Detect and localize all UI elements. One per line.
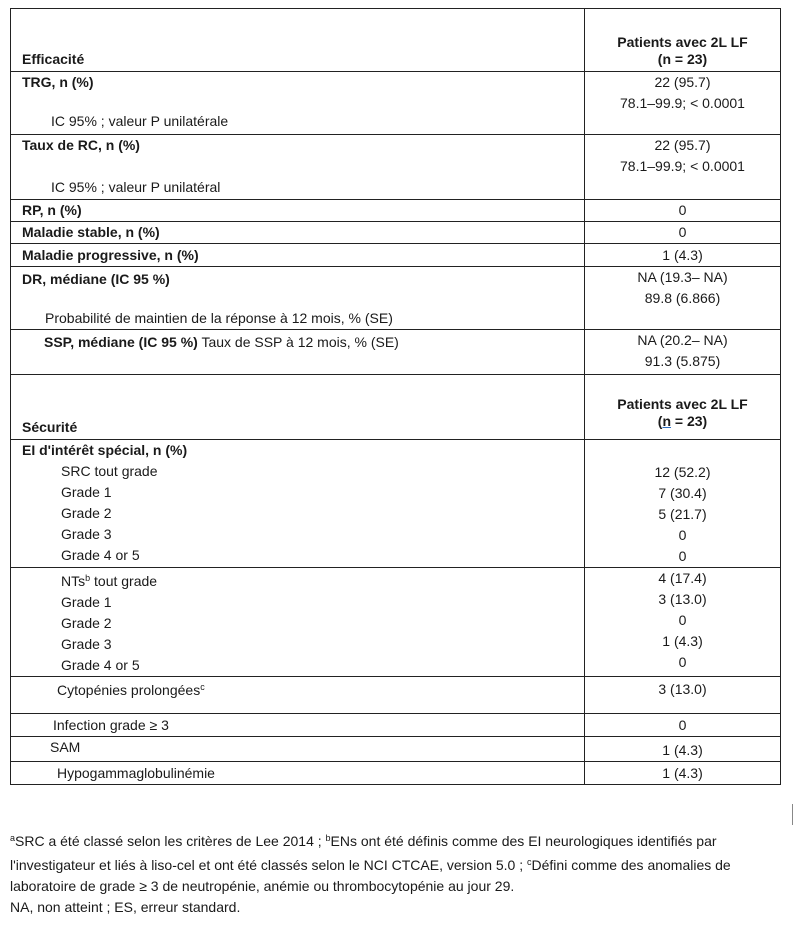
nt-head-label: NTs (61, 573, 86, 589)
nt-head-sup: b (85, 573, 91, 583)
nt-head-rest: tout grade (90, 573, 158, 589)
table-row-progressive (11, 244, 781, 267)
table-row-infection (11, 714, 781, 737)
ei-item-value: 5 (21.7) (658, 506, 707, 522)
row-label-stable: Maladie stable, n (%) (22, 224, 160, 240)
efficacy-column-header-line2: (n = 23) (657, 51, 708, 67)
efficacy-column-header (585, 9, 781, 72)
efficacy-header-cell (11, 9, 585, 72)
footnote-abbreviations: NA, non atteint ; ES, erreur standard. (10, 899, 241, 915)
safety-col-n: n (662, 413, 672, 429)
value-trg-ci: 78.1–99.9; < 0.0001 (620, 95, 745, 111)
table-row-ssp (11, 330, 781, 375)
ei-group-title: EI d'intérêt spécial, n (%) (22, 442, 188, 458)
value-rp: 0 (585, 200, 781, 222)
nt-group-title (61, 568, 584, 592)
cyto-value: 3 (13.0) (585, 677, 781, 714)
ei-item-label: Grade 3 (61, 526, 112, 542)
nt-item-value: 1 (4.3) (662, 633, 703, 649)
table-row-rc (11, 135, 781, 200)
ei-item-label: SRC tout grade (61, 463, 158, 479)
hypogamma-label: Hypogammaglobulinémie (57, 765, 215, 781)
row-sublabel-ssp: Taux de SSP à 12 mois, % (SE) (201, 334, 399, 350)
table-row-sam (11, 737, 781, 762)
cyto-label: Cytopénies prolongées (57, 682, 201, 698)
ei-item-label: Grade 2 (61, 505, 112, 521)
row-sublabel-trg: IC 95% ; valeur P unilatérale (51, 113, 229, 129)
ei-item-label: Grade 1 (61, 484, 112, 500)
table-row-nt-group (11, 568, 781, 677)
table-row-dr (11, 267, 781, 330)
nt-item-value: 0 (678, 612, 687, 628)
infection-value: 0 (585, 714, 781, 737)
value-dr: NA (19.3– NA) (637, 269, 728, 285)
safety-col-paren: ( (657, 413, 663, 429)
row-label-rc: Taux de RC, n (%) (22, 137, 140, 153)
row-sublabel-dr: Probabilité de maintien de la réponse à 12 mois, % (SE) (45, 310, 393, 326)
page-edge-mark (792, 804, 793, 825)
ei-item-value: 7 (30.4) (658, 485, 707, 501)
row-label-progressive: Maladie progressive, n (%) (22, 247, 199, 263)
ei-item-value: 0 (678, 548, 687, 564)
sam-value: 1 (4.3) (585, 737, 781, 762)
value-progressive: 1 (4.3) (585, 244, 781, 267)
table-row-ei-group (11, 440, 781, 568)
value-dr-prob: 89.8 (6.866) (644, 290, 721, 306)
safety-column-header-line1: Patients avec 2L LF (617, 396, 748, 412)
ei-item-value: 12 (52.2) (654, 464, 711, 480)
footnote-b-marker: b (325, 833, 331, 843)
footnotes (10, 828, 790, 918)
footnote-c-text: Défini comme des anomalies de laboratoire de grade ≥ 3 de neutropénie, anémie ou thrombocytopénie au jour 29. (10, 857, 731, 894)
nt-item-label: Grade 3 (61, 636, 112, 652)
safety-header-cell (11, 375, 585, 440)
footnote-c-marker: c (527, 857, 532, 867)
value-trg: 22 (95.7) (654, 74, 711, 90)
footnote-a-marker: a (10, 833, 16, 843)
efficacy-section-title: Efficacité (22, 51, 85, 67)
efficacy-header-row (11, 9, 781, 72)
hypogamma-value: 1 (4.3) (585, 762, 781, 785)
nt-head-value: 4 (17.4) (658, 570, 707, 586)
table-row-trg (11, 72, 781, 135)
row-label-trg: TRG, n (%) (22, 74, 94, 90)
table-row-rp (11, 200, 781, 222)
table-row-cytopenies (11, 677, 781, 714)
nt-item-label: Grade 1 (61, 594, 112, 610)
ei-item-value: 0 (678, 527, 687, 543)
value-ssp: NA (20.2– NA) (637, 332, 728, 348)
nt-item-label: Grade 4 or 5 (61, 657, 140, 673)
nt-item-label: Grade 2 (61, 615, 112, 631)
value-rc-ci: 78.1–99.9; < 0.0001 (620, 158, 745, 174)
value-stable: 0 (585, 222, 781, 244)
row-sublabel-rc: IC 95% ; valeur P unilatéral (51, 179, 221, 195)
safety-column-header (585, 375, 781, 440)
row-label-dr: DR, médiane (IC 95 %) (22, 271, 170, 287)
row-label-rp: RP, n (%) (22, 202, 82, 218)
safety-section-title: Sécurité (22, 419, 78, 435)
cyto-sup: c (200, 682, 205, 692)
table-row-hypogamma (11, 762, 781, 785)
nt-item-value: 0 (678, 654, 687, 670)
table-row-stable (11, 222, 781, 244)
efficacy-column-header-line1: Patients avec 2L LF (617, 34, 748, 50)
value-rc: 22 (95.7) (654, 137, 711, 153)
row-label-ssp: SSP, médiane (IC 95 %) (44, 334, 198, 350)
nt-item-value: 3 (13.0) (658, 591, 707, 607)
footnote-definitions (10, 828, 790, 897)
footnote-a-text: SRC a été classé selon les critères de Lee 2014 ; (15, 833, 326, 849)
ei-item-label: Grade 4 or 5 (61, 547, 140, 563)
safety-header-row (11, 375, 781, 440)
value-ssp-rate: 91.3 (5.875) (644, 353, 721, 369)
sam-label: SAM (50, 739, 81, 755)
safety-col-count: = 23) (671, 413, 708, 429)
results-table (10, 8, 781, 785)
infection-label: Infection grade ≥ 3 (53, 717, 169, 733)
footnote-b-text: ENs ont été définis comme des EI neurologiques identifiés par l'investigateur et liés à liso-cel et ont été classés selon le NCI CTCAE, version 5.0 ; (10, 833, 717, 873)
